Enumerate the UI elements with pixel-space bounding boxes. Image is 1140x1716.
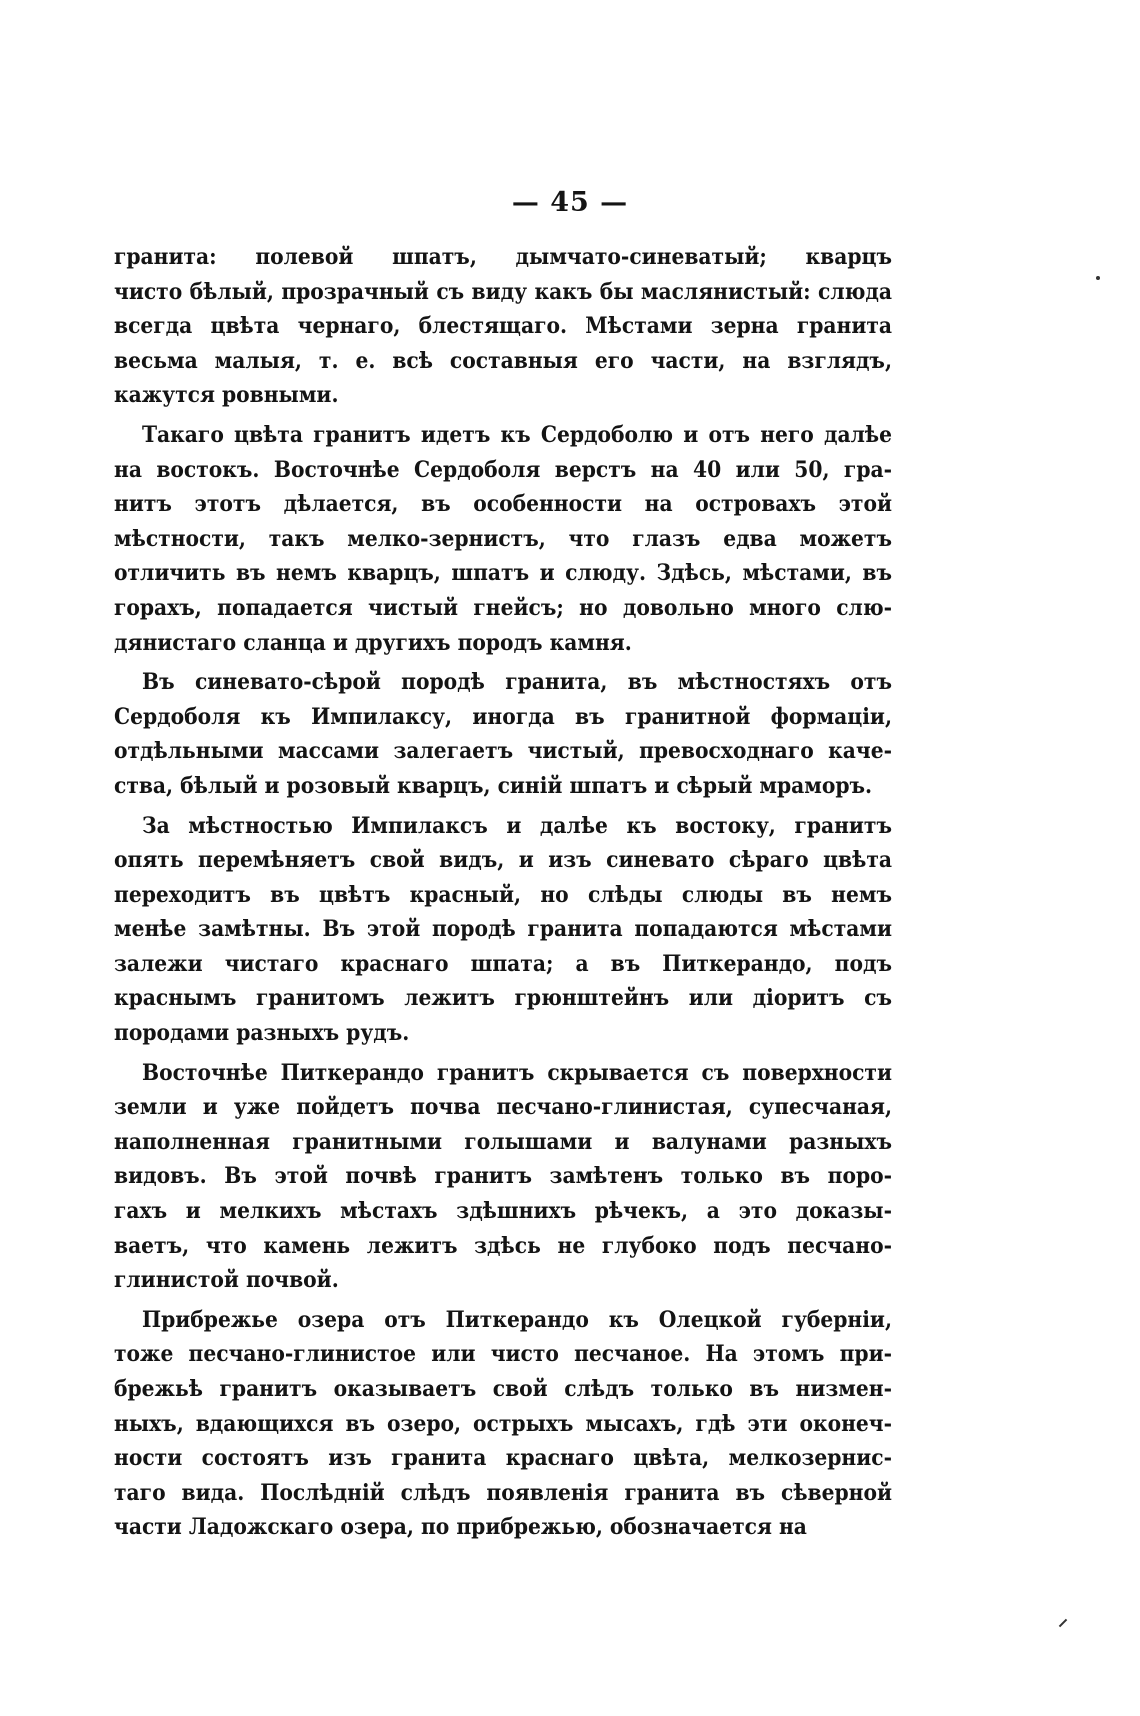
text-line: краснымъ гранитомъ лежитъ грюнштейнъ или діоритъ съ [114,985,892,1012]
text-line: гахъ и мелкихъ мѣстахъ здѣшнихъ рѣчекъ, а это доказы- [114,1198,892,1225]
text-line: наполненная гранитными голышами и валунами разныхъ [114,1128,892,1155]
text-line: залежи чистаго краснаго шпата; а въ Питкерандо, подъ [114,950,892,977]
text-line: чисто бѣлый, прозрачный съ виду какъ бы маслянистый: слюда [114,278,892,305]
text-line: глинистой почвой. [114,1267,339,1294]
text-line: брежьѣ гранитъ оказываетъ свой слѣдъ только въ низмен- [114,1376,892,1402]
paragraph [114,809,892,1051]
body-text [114,240,892,1550]
text-line: дянистаго сланца и другихъ породъ камня. [114,629,632,656]
text-line: кажутся ровными. [114,382,339,409]
text-line: менѣе замѣтны. Въ этой породѣ гранита попадаются мѣстами [114,916,892,943]
text-line: Въ синевато-сѣрой породѣ гранита, въ мѣстностяхъ отъ [142,669,892,696]
text-line: мѣстности, такъ мелко-зернистъ, что глазъ едва можетъ [114,525,892,552]
text-line: отличить въ немъ кварцъ, шпатъ и слюду. Здѣсь, мѣстами, въ [114,560,892,587]
paragraph [114,1303,892,1545]
paragraph [114,1056,892,1298]
text-line: переходитъ въ цвѣтъ красный, но слѣды слюды въ немъ [114,881,892,908]
paragraph [114,665,892,803]
text-line: ства, бѣлый и розовый кварцъ, синій шпатъ и сѣрый мраморъ. [114,772,873,799]
text-line: таго вида. Послѣдній слѣдъ появленія гранита въ сѣверной [114,1479,892,1506]
text-line: нитъ этотъ дѣлается, въ особенности на островахъ этой [114,491,892,518]
text-line: видовъ. Въ этой почвѣ гранитъ замѣтенъ только въ поро- [114,1163,892,1190]
text-line: Прибрежье озера отъ Питкерандо къ Олецкой губерніи, [142,1306,892,1333]
text-line: весьма малыя, т. е. всѣ составныя его части, на взглядъ, [114,347,892,374]
text-line: ности состоятъ изъ гранита краснаго цвѣта, мелкозернис- [114,1445,892,1472]
text-line: породами разныхъ рудъ. [114,1020,410,1047]
text-line: тоже песчано-глинистое или чисто песчаное. На этомъ при- [114,1341,892,1368]
text-line: части Ладожскаго озера, по прибрежью, обозначается на [114,1514,807,1541]
text-line: Сердоболя къ Импилаксу, иногда въ гранитной формаціи, [114,703,892,730]
text-line: земли и уже пойдетъ почва песчано-глинистая, супесчаная, [114,1094,892,1121]
text-line: отдѣльными массами залегаетъ чистый, превосходнаго каче- [114,738,892,765]
paragraph [114,240,892,413]
text-line: всегда цвѣта чернаго, блестящаго. Мѣстами зерна гранита [114,313,892,340]
text-line: Восточнѣе Питкерандо гранитъ скрывается съ поверхности [142,1059,892,1086]
text-line: горахъ, попадается чистый гнейсъ; но довольно много слю- [114,594,892,621]
ink-mark [1059,1619,1067,1627]
text-line: опять перемѣняетъ свой видъ, и изъ синевато сѣраго цвѣта [114,847,892,874]
text-line: гранита: полевой шпатъ, дымчато-синеватый; кварцъ [114,244,892,270]
text-line: на востокъ. Восточнѣе Сердоболя верстъ на 40 или 50, гра- [114,456,892,483]
paragraph [114,418,892,660]
text-line: ныхъ, вдающихся въ озеро, острыхъ мысахъ, гдѣ эти оконеч- [114,1410,892,1437]
text-line: Такаго цвѣта гранитъ идетъ къ Сердоболю и отъ него далѣе [142,421,892,448]
page-number: — 45 — [511,187,629,218]
text-line: ваетъ, что камень лежитъ здѣсь не глубоко подъ песчано- [114,1232,892,1259]
text-line: За мѣстностью Импилаксъ и далѣе къ востоку, гранитъ [142,812,892,839]
ink-speck [1096,276,1100,280]
